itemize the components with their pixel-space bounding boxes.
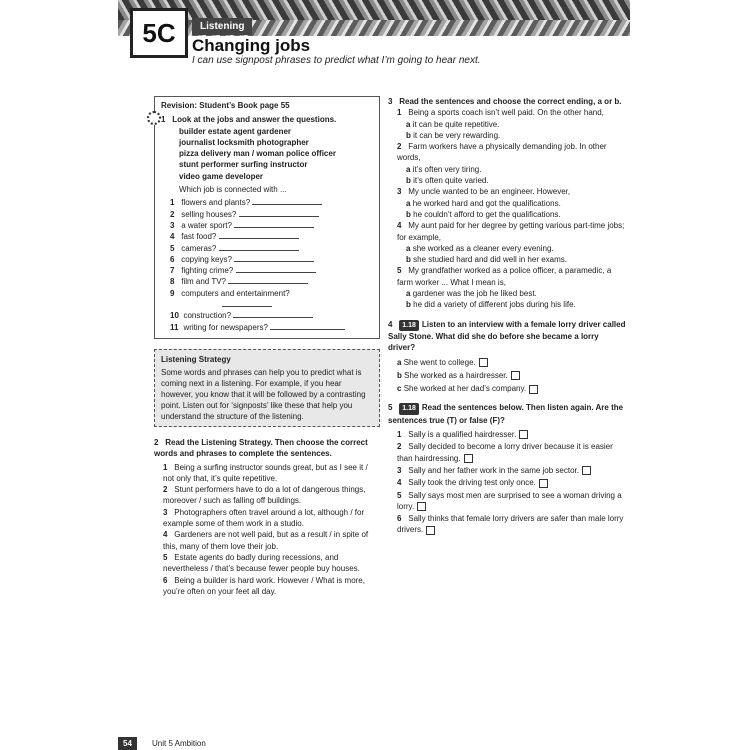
question-1 xyxy=(161,114,373,125)
list-item xyxy=(170,220,373,231)
item-number: 2 xyxy=(397,142,402,152)
list-item: 3 My uncle wanted to be an engineer. However, a he worked hard and got the qualifications. b he couldn’t afford to get the qualifications. xyxy=(397,187,571,219)
item-number: 11 xyxy=(170,322,179,332)
list-item xyxy=(163,507,380,530)
option-letter: a xyxy=(397,357,402,367)
item-text: Farm workers have a physically demanding job. In other words, xyxy=(397,142,607,163)
option-b[interactable]: it can be very rewarding. xyxy=(413,130,501,140)
item-text: Estate agents do badly during recessions, and nevertheless / that’s because fewer people buy houses. xyxy=(163,552,360,574)
item-text: Sally says most men are surprised to see a woman driving a lorry. xyxy=(397,490,622,511)
question-4-options xyxy=(388,357,628,395)
item-text: film and TV? xyxy=(181,277,226,287)
item-number: 1 xyxy=(163,462,168,472)
option-a[interactable]: it can be quite repetitive. xyxy=(412,119,500,129)
answer-blank[interactable] xyxy=(270,322,345,330)
answer-checkbox[interactable] xyxy=(426,526,435,535)
question-2 xyxy=(154,437,380,597)
answer-blank[interactable] xyxy=(236,265,316,273)
question-1-items xyxy=(161,197,373,333)
audio-track-number: 1.18 xyxy=(402,321,416,329)
list-item xyxy=(170,288,373,311)
list-item xyxy=(170,243,373,254)
job-line: pizza delivery man / woman police officer xyxy=(179,149,336,159)
item-number: 1 xyxy=(397,108,402,118)
item-text: My grandfather worked as a police officer, a paramedic, a farm worker ... What I mean is, xyxy=(397,266,612,287)
list-item xyxy=(397,490,628,513)
right-column xyxy=(388,96,628,536)
list-item xyxy=(170,322,373,333)
item-number: 7 xyxy=(170,266,175,276)
answer-blank[interactable] xyxy=(222,299,272,307)
item-number: 2 xyxy=(163,485,168,495)
question-3-items xyxy=(388,107,628,310)
item-number: 2 xyxy=(397,442,402,452)
list-item: 5 My grandfather worked as a police officer, a paramedic, a farm worker ... What I mean is, a gardener was the job he liked best. b he did a variety of different jobs during his life. xyxy=(397,266,612,310)
list-item xyxy=(163,552,380,575)
list-item xyxy=(170,209,373,220)
item-text: Sally and her father work in the same job sector. xyxy=(408,465,579,475)
item-text: selling houses? xyxy=(181,209,237,219)
left-column xyxy=(154,96,380,597)
item-text: Being a builder is hard work. However / What is more, you’re often on your feet all day. xyxy=(163,575,365,596)
item-text: copying keys? xyxy=(181,254,232,264)
item-text: cameras? xyxy=(181,243,217,253)
question-4-number: 4 xyxy=(388,319,393,329)
listening-strategy-box xyxy=(154,349,380,427)
item-text: Sally thinks that female lorry drivers are safer than male lorry drivers. xyxy=(397,514,624,535)
question-4-text: Listen to an interview with a female lorry driver called Sally Stone. What did she do before she became a lorry driver? xyxy=(388,319,626,353)
list-item xyxy=(397,370,628,381)
option-text: She went to college. xyxy=(403,357,476,367)
revision-title: Revision: Student’s Book page 55 xyxy=(161,101,290,110)
job-line: video game developer xyxy=(179,171,264,181)
item-text: construction? xyxy=(183,311,232,321)
item-text: a water sport? xyxy=(181,220,232,230)
list-item xyxy=(397,477,628,488)
answer-blank[interactable] xyxy=(219,243,299,251)
answer-checkbox[interactable] xyxy=(539,479,548,488)
option-a[interactable]: he worked hard and got the qualifications. xyxy=(412,198,561,208)
page-title: Changing jobs xyxy=(192,36,311,55)
question-5-text: Read the sentences below. Then listen again. Are the sentences true (T) or false (F)? xyxy=(388,403,624,425)
question-1-intro: Which job is connected with ... xyxy=(179,185,287,195)
audio-track-number: 1.18 xyxy=(402,405,416,413)
item-text: Sally took the driving test only once. xyxy=(408,478,536,488)
revision-box xyxy=(154,96,380,339)
item-text: computers and entertainment? xyxy=(181,288,290,298)
item-number: 4 xyxy=(397,478,402,488)
item-number: 4 xyxy=(170,232,175,242)
option-letter: c xyxy=(397,384,402,394)
question-2-items xyxy=(154,462,380,598)
item-text: Photographers often travel around a lot, although / for example some of them work in a studio. xyxy=(163,507,365,529)
item-number: 3 xyxy=(170,220,175,230)
unit-code: 5C xyxy=(142,17,176,48)
list-item: 1 Being a sports coach isn’t well paid. On the other hand, a it can be quite repetitive. b it can be very rewarding. xyxy=(397,108,604,140)
option-b[interactable]: she studied hard and did well in her exams. xyxy=(413,255,567,265)
question-2-number: 2 xyxy=(154,437,159,447)
question-5-items xyxy=(388,429,628,536)
job-list xyxy=(161,126,373,182)
item-text: Being a sports coach isn’t well paid. On the other hand, xyxy=(408,108,604,118)
item-number: 3 xyxy=(163,507,168,517)
job-line: builder estate agent gardener xyxy=(179,126,292,136)
answer-checkbox[interactable] xyxy=(582,466,591,475)
item-number: 5 xyxy=(397,266,402,276)
item-text: writing for newspapers? xyxy=(183,322,268,332)
item-text: flowers and plants? xyxy=(181,198,251,208)
answer-blank[interactable] xyxy=(252,197,322,205)
item-number: 4 xyxy=(397,221,402,231)
list-item: 4 My aunt paid for her degree by getting various part-time jobs; for example, a she worked as a cleaner every evening. b she studied hard and did well in her exams. xyxy=(397,221,625,265)
page-footer xyxy=(118,737,630,750)
item-number: 9 xyxy=(170,288,175,298)
item-text: My aunt paid for her degree by getting various part-time jobs; for example, xyxy=(397,221,625,242)
list-item xyxy=(397,357,628,368)
question-1-number: 1 xyxy=(161,115,166,125)
question-4 xyxy=(388,319,628,395)
item-text: Being a surfing instructor sounds great, but as I see it / not only that, it’s quite repetitive. xyxy=(163,462,368,483)
item-number: 3 xyxy=(397,465,402,475)
question-5 xyxy=(388,402,628,535)
list-item xyxy=(170,310,373,321)
item-number: 6 xyxy=(170,254,175,264)
list-item xyxy=(170,254,373,265)
item-text: fighting crime? xyxy=(181,266,234,276)
answer-checkbox[interactable] xyxy=(417,502,426,511)
audio-track-icon[interactable] xyxy=(399,320,419,331)
list-item xyxy=(163,529,380,552)
page-subtitle: I can use signpost phrases to predict what I’m going to hear next. xyxy=(192,55,481,66)
question-5-number: 5 xyxy=(388,403,393,413)
question-3 xyxy=(388,96,628,311)
question-2-text: Read the Listening Strategy. Then choose the correct words and phrases to complete the sentences. xyxy=(154,437,368,459)
revision-icon xyxy=(147,111,161,125)
option-b[interactable]: it’s often quite varied. xyxy=(413,176,489,186)
list-item xyxy=(170,265,373,276)
item-text: Stunt performers have to do a lot of dangerous things, moreover / such as falling off buildings. xyxy=(163,485,366,506)
answer-blank[interactable] xyxy=(219,231,299,239)
page-number: 54 xyxy=(118,737,137,750)
answer-checkbox[interactable] xyxy=(464,454,473,463)
item-text: fast food? xyxy=(181,232,217,242)
list-item xyxy=(163,462,380,485)
list-item xyxy=(163,575,380,598)
answer-blank[interactable] xyxy=(239,209,319,217)
header-pattern xyxy=(118,0,630,20)
section-tag: Listening xyxy=(192,18,252,35)
question-1-text: Look at the jobs and answer the questions. xyxy=(172,115,337,125)
item-number: 5 xyxy=(163,552,168,562)
item-text: My uncle wanted to be an engineer. However, xyxy=(408,187,571,197)
option-letter: b xyxy=(397,370,402,380)
job-line: stunt performer surfing instructor xyxy=(179,160,308,170)
question-3-number: 3 xyxy=(388,97,393,106)
item-number: 4 xyxy=(163,530,168,540)
answer-checkbox[interactable] xyxy=(479,358,488,367)
strategy-text: Some words and phrases can help you to predict what is coming next in a listening. For example, if you hear however, you know that it will be followed by a contrasting point. Listen out for ‘signposts’ like these that help you understand the structure of the listening. xyxy=(161,367,366,421)
option-text: She worked as a hairdresser. xyxy=(404,370,508,380)
list-item xyxy=(170,231,373,242)
option-a[interactable]: gardener was the job he liked best. xyxy=(412,289,537,299)
list-item xyxy=(170,276,373,287)
item-number: 10 xyxy=(170,311,179,321)
item-number: 1 xyxy=(397,430,402,440)
strategy-title: Listening Strategy xyxy=(161,354,231,364)
item-number: 6 xyxy=(163,575,168,585)
item-number: 5 xyxy=(397,490,402,500)
list-item xyxy=(170,197,373,208)
answer-blank[interactable] xyxy=(233,310,313,318)
option-b[interactable]: he did a variety of different jobs during his life. xyxy=(413,300,576,310)
list-item: 2 Farm workers have a physically demanding job. In other words, a it’s often very tiring. b it’s often quite varied. xyxy=(397,142,607,186)
item-number: 8 xyxy=(170,277,175,287)
item-number: 1 xyxy=(170,198,175,208)
list-item xyxy=(397,383,628,394)
job-line: journalist locksmith photographer xyxy=(179,137,309,147)
answer-checkbox[interactable] xyxy=(529,385,538,394)
list-item xyxy=(397,441,628,464)
answer-blank[interactable] xyxy=(234,220,314,228)
footer-unit-label: Unit 5 Ambition xyxy=(152,739,206,748)
workbook-page xyxy=(118,0,630,750)
option-a[interactable]: she worked as a cleaner every evening. xyxy=(412,243,554,253)
answer-checkbox[interactable] xyxy=(511,371,520,380)
item-text: Sally is a qualified hairdresser. xyxy=(408,430,517,440)
item-number: 6 xyxy=(397,514,402,524)
item-number: 5 xyxy=(170,243,175,253)
option-b[interactable]: he couldn’t afford to get the qualifications. xyxy=(413,209,561,219)
answer-blank[interactable] xyxy=(234,254,314,262)
answer-checkbox[interactable] xyxy=(519,430,528,439)
item-number: 3 xyxy=(397,187,402,197)
item-number: 2 xyxy=(170,209,175,219)
list-item xyxy=(397,429,628,440)
list-item xyxy=(163,484,380,507)
answer-blank[interactable] xyxy=(228,276,308,284)
unit-code-badge xyxy=(130,8,188,58)
list-item xyxy=(397,465,628,476)
option-text: She worked at her dad’s company. xyxy=(403,384,527,394)
list-item xyxy=(397,513,628,536)
option-a[interactable]: it’s often very tiring. xyxy=(412,164,482,174)
item-text: Gardeners are not well paid, but as a result / in spite of this, many of them love their job. xyxy=(163,530,369,551)
item-text: Sally decided to become a lorry driver because it is easier than hairdressing. xyxy=(397,442,613,463)
audio-track-icon[interactable] xyxy=(399,403,419,414)
question-3-text: Read the sentences and choose the correct ending, a or b. xyxy=(399,97,622,106)
